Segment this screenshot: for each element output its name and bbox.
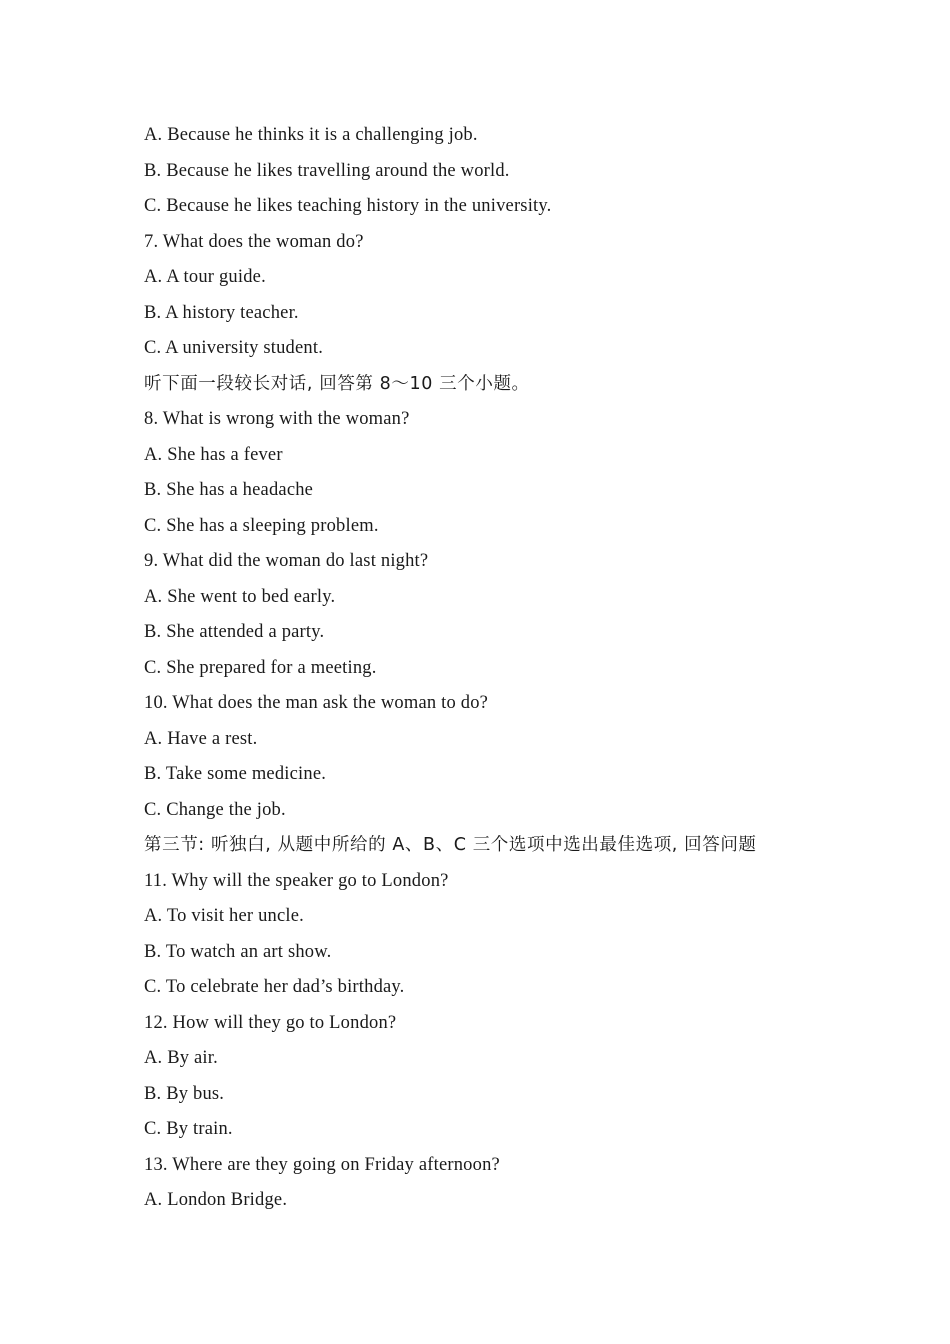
option-10c: C. Change the job.: [144, 799, 286, 820]
section-3-instruction: 第三节: 听独白, 从题中所给的 A、B、C 三个选项中选出最佳选项, 回答问题: [144, 835, 757, 855]
question-9: 9. What did the woman do last night?: [144, 551, 429, 571]
option-12a: A. By air.: [144, 1048, 218, 1068]
option-9a: A. She went to bed early.: [144, 586, 336, 607]
option-11a: A. To visit her uncle.: [144, 906, 304, 926]
option-11c: C. To celebrate her dad’s birthday.: [144, 977, 405, 997]
option-6c: C. Because he likes teaching history in the university.: [144, 196, 552, 216]
option-13a: A. London Bridge.: [144, 1190, 288, 1210]
option-10b: B. Take some medicine.: [144, 764, 327, 784]
option-12c: C. By train.: [144, 1119, 233, 1139]
option-6a: A. Because he thinks it is a challenging job.: [144, 125, 478, 145]
option-7b: B. A history teacher.: [144, 302, 299, 323]
question-10: 10. What does the man ask the woman to do?: [144, 693, 489, 713]
option-8c: C. She has a sleeping problem.: [144, 515, 379, 536]
option-7a: A. A tour guide.: [144, 267, 266, 287]
document-page: [144, 118, 824, 1219]
option-9c: C. She prepared for a meeting.: [144, 657, 377, 678]
option-11b: B. To watch an art show.: [144, 941, 332, 962]
option-8a: A. She has a fever: [144, 444, 283, 465]
question-11: 11. Why will the speaker go to London?: [144, 870, 449, 891]
option-7c: C. A university student.: [144, 338, 324, 358]
option-12b: B. By bus.: [144, 1083, 225, 1104]
question-7: 7. What does the woman do?: [144, 231, 364, 252]
option-6b: B. Because he likes travelling around the world.: [144, 160, 510, 181]
question-13: 13. Where are they going on Friday afternoon?: [144, 1154, 500, 1175]
option-8b: B. She has a headache: [144, 480, 314, 500]
question-8: 8. What is wrong with the woman?: [144, 409, 410, 429]
question-12: 12. How will they go to London?: [144, 1012, 397, 1033]
option-10a: A. Have a rest.: [144, 728, 258, 749]
instruction-q8-10: 听下面一段较长对话, 回答第 8～10 三个小题。: [144, 373, 530, 394]
option-9b: B. She attended a party.: [144, 622, 325, 642]
